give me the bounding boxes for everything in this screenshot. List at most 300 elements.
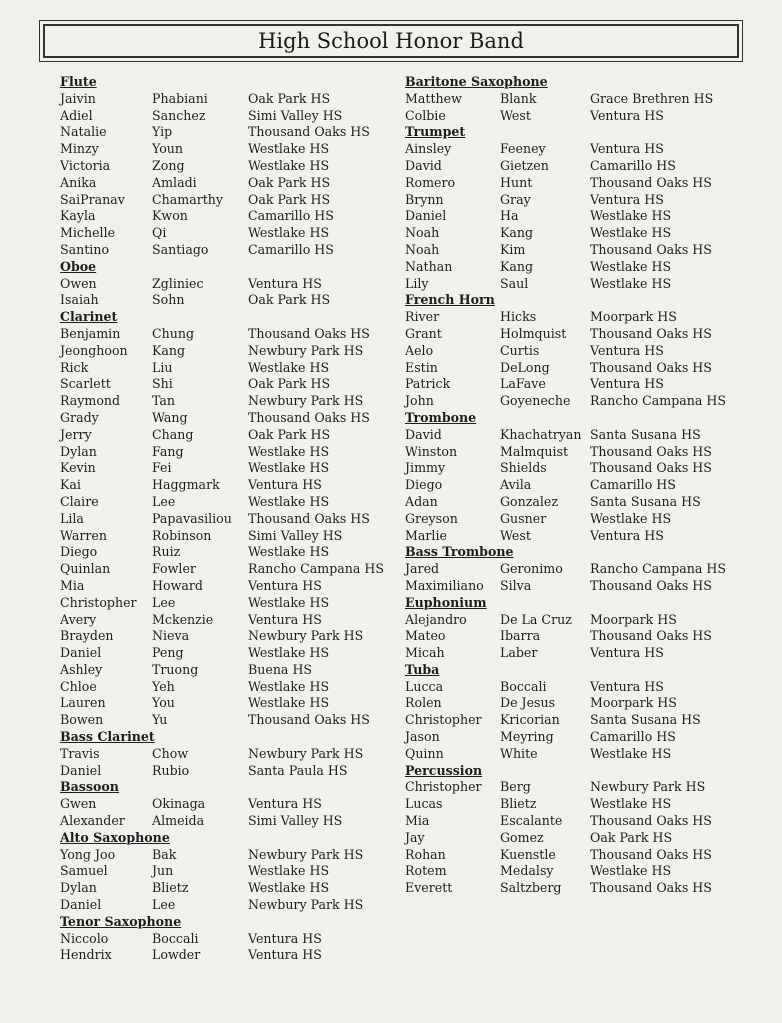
- section-heading-french-horn: French Horn: [405, 292, 495, 308]
- first-name: Jimmy: [405, 460, 446, 476]
- last-name: Kang: [500, 258, 534, 274]
- last-name: Jun: [152, 863, 174, 879]
- first-name: Mateo: [405, 628, 446, 644]
- school-name: Oak Park HS: [248, 292, 331, 308]
- first-name: Marlie: [405, 527, 447, 543]
- first-name: Jason: [405, 729, 440, 745]
- first-name: Anika: [60, 174, 97, 190]
- first-name: SaiPranav: [60, 191, 125, 207]
- school-name: Ventura HS: [590, 107, 664, 123]
- member-row: [60, 174, 331, 192]
- member-row: [60, 409, 370, 427]
- last-name: Holmquist: [500, 325, 567, 341]
- school-name: Thousand Oaks HS: [590, 460, 712, 476]
- member-row: [60, 645, 330, 662]
- member-row: [405, 527, 664, 545]
- last-name: Robinson: [152, 527, 212, 543]
- member-row: [60, 628, 364, 645]
- first-name: Ashley: [60, 661, 103, 677]
- school-name: Camarillo HS: [590, 729, 676, 745]
- member-row: [405, 510, 672, 528]
- member-row: [405, 325, 712, 343]
- last-name: Fei: [152, 460, 172, 476]
- school-name: Westlake HS: [248, 443, 330, 459]
- last-name: Tan: [152, 393, 176, 409]
- member-row: [405, 107, 664, 125]
- first-name: Nathan: [405, 258, 453, 274]
- member-row: [60, 426, 331, 444]
- last-name: Fang: [152, 443, 184, 459]
- member-row: [405, 880, 712, 897]
- school-name: Oak Park HS: [248, 191, 331, 207]
- first-name: Daniel: [60, 762, 102, 778]
- first-name: Owen: [60, 275, 97, 291]
- first-name: Jerry: [60, 426, 92, 442]
- member-row: [60, 544, 330, 561]
- last-name: Chamarthy: [152, 191, 224, 207]
- last-name: Ruiz: [152, 544, 181, 560]
- member-row: [405, 846, 712, 864]
- last-name: Bak: [152, 846, 177, 862]
- school-name: Moorpark HS: [590, 695, 677, 711]
- school-name: Ventura HS: [248, 930, 322, 946]
- first-name: Isaiah: [60, 292, 99, 308]
- member-row: [405, 225, 672, 242]
- member-row: [405, 90, 714, 108]
- school-name: Rancho Campana HS: [590, 561, 727, 577]
- school-name: Thousand Oaks HS: [248, 124, 370, 140]
- member-row: [60, 124, 370, 141]
- school-name: Camarillo HS: [248, 241, 334, 257]
- member-row: [60, 376, 331, 393]
- last-name: Sanchez: [152, 107, 206, 123]
- last-name: Silva: [500, 577, 532, 593]
- member-row: [405, 745, 672, 763]
- last-name: Rubio: [152, 762, 190, 778]
- member-row: [60, 157, 330, 175]
- last-name: Kricorian: [500, 712, 560, 728]
- school-name: Westlake HS: [248, 544, 330, 560]
- first-name: Jaivin: [60, 90, 96, 106]
- first-name: Alexander: [60, 813, 125, 829]
- school-name: Thousand Oaks HS: [590, 577, 712, 593]
- first-name: Adiel: [60, 107, 93, 123]
- last-name: Blank: [500, 90, 537, 106]
- school-name: Thousand Oaks HS: [590, 813, 712, 829]
- last-name: Gonzalez: [500, 493, 559, 509]
- school-name: Westlake HS: [590, 258, 672, 274]
- member-row: [60, 527, 343, 545]
- school-name: Newbury Park HS: [248, 897, 364, 913]
- member-row: [405, 393, 727, 410]
- member-row: [60, 477, 322, 494]
- first-name: Rick: [60, 359, 89, 375]
- school-name: Newbury Park HS: [248, 342, 364, 358]
- first-name: Diego: [405, 477, 443, 493]
- member-row: [405, 628, 712, 645]
- first-name: Brayden: [60, 628, 114, 644]
- member-row: [60, 225, 330, 242]
- last-name: Truong: [152, 661, 199, 677]
- school-name: Westlake HS: [248, 460, 330, 476]
- member-row: [60, 460, 330, 477]
- first-name: Travis: [60, 745, 100, 761]
- section-heading-bassoon: Bassoon: [60, 779, 119, 795]
- school-name: Camarillo HS: [590, 477, 676, 493]
- member-row: [405, 376, 664, 393]
- last-name: DeLong: [500, 359, 550, 375]
- last-name: Liu: [152, 359, 173, 375]
- first-name: Natalie: [60, 124, 107, 140]
- last-name: Saul: [500, 275, 529, 291]
- school-name: Ventura HS: [590, 141, 664, 157]
- last-name: Feeney: [500, 141, 546, 157]
- section-heading-flute: Flute: [60, 74, 97, 89]
- school-name: Thousand Oaks HS: [248, 712, 370, 728]
- first-name: Daniel: [405, 208, 447, 224]
- school-name: Westlake HS: [248, 880, 330, 896]
- member-row: [405, 460, 712, 477]
- first-name: Lily: [405, 275, 429, 291]
- last-name: Phabiani: [152, 90, 208, 106]
- last-name: Medalsy: [500, 863, 554, 879]
- last-name: Meyring: [500, 729, 554, 745]
- member-row: [405, 141, 664, 158]
- member-row: [405, 157, 676, 175]
- last-name: Kuenstle: [500, 846, 556, 862]
- school-name: Ventura HS: [590, 191, 664, 207]
- first-name: Jay: [405, 829, 425, 845]
- school-name: Oak Park HS: [248, 426, 331, 442]
- member-row: [405, 829, 673, 847]
- last-name: Nieva: [152, 628, 190, 644]
- last-name: Shields: [500, 460, 547, 476]
- member-row: [405, 577, 712, 595]
- school-name: Thousand Oaks HS: [590, 359, 712, 375]
- member-row: [60, 611, 322, 629]
- last-name: Malmquist: [500, 443, 569, 459]
- member-row: [60, 325, 370, 343]
- school-name: Simi Valley HS: [248, 813, 343, 829]
- first-name: Noah: [405, 225, 440, 241]
- last-name: Lee: [152, 594, 176, 610]
- school-name: Westlake HS: [590, 275, 672, 291]
- last-name: Kang: [152, 342, 186, 358]
- first-name: Santino: [60, 241, 110, 257]
- last-name: White: [500, 745, 538, 761]
- school-name: Oak Park HS: [248, 90, 331, 106]
- last-name: Gomez: [500, 829, 544, 845]
- first-name: David: [405, 157, 442, 173]
- school-name: Westlake HS: [248, 141, 330, 157]
- last-name: Santiago: [152, 241, 209, 257]
- school-name: Westlake HS: [248, 695, 330, 711]
- first-name: Michelle: [60, 225, 116, 241]
- member-row: [405, 561, 727, 578]
- first-name: Avery: [60, 611, 97, 627]
- member-row: [60, 813, 343, 830]
- first-name: Yong Joo: [60, 846, 116, 862]
- school-name: Newbury Park HS: [248, 745, 364, 761]
- first-name: Quinn: [405, 745, 444, 761]
- last-name: Zong: [152, 157, 185, 173]
- last-name: De La Cruz: [500, 611, 572, 627]
- section-heading-trombone: Trombone: [405, 409, 477, 425]
- first-name: Kayla: [60, 208, 96, 224]
- last-name: Chow: [152, 745, 189, 761]
- school-name: Westlake HS: [248, 594, 330, 610]
- school-name: Westlake HS: [248, 157, 330, 173]
- section-heading-oboe: Oboe: [60, 258, 97, 274]
- member-row: [60, 661, 313, 679]
- first-name: Brynn: [405, 191, 444, 207]
- last-name: Curtis: [500, 342, 540, 358]
- member-row: [405, 712, 701, 729]
- member-row: [60, 393, 364, 410]
- member-row: [60, 594, 330, 612]
- school-name: Santa Paula HS: [248, 762, 348, 778]
- school-name: Camarillo HS: [248, 208, 334, 224]
- school-name: Santa Susana HS: [590, 426, 701, 442]
- school-name: Ventura HS: [248, 577, 322, 593]
- school-name: Ventura HS: [590, 645, 664, 661]
- member-row: [60, 510, 370, 528]
- school-name: Ventura HS: [590, 342, 664, 358]
- section-heading-bass-clarinet: Bass Clarinet: [60, 729, 155, 745]
- last-name: LaFave: [500, 376, 546, 392]
- last-name: Hicks: [500, 309, 537, 325]
- last-name: Lee: [152, 493, 176, 509]
- first-name: Christopher: [60, 594, 137, 610]
- first-name: Kai: [60, 477, 81, 493]
- first-name: Estin: [405, 359, 438, 375]
- last-name: Zgliniec: [152, 275, 204, 291]
- school-name: Rancho Campana HS: [590, 393, 727, 409]
- member-row: [60, 930, 322, 948]
- member-row: [405, 779, 706, 796]
- last-name: Mckenzie: [152, 611, 214, 627]
- first-name: Romero: [405, 174, 456, 190]
- school-name: Oak Park HS: [248, 174, 331, 190]
- member-row: [60, 678, 330, 696]
- member-row: [60, 712, 370, 729]
- school-name: Thousand Oaks HS: [590, 880, 712, 896]
- school-name: Westlake HS: [248, 359, 330, 375]
- member-row: [60, 443, 330, 461]
- school-name: Westlake HS: [248, 863, 330, 879]
- member-row: [60, 141, 330, 158]
- last-name: Khachatryan: [500, 426, 582, 442]
- school-name: Camarillo HS: [590, 157, 676, 173]
- first-name: Benjamin: [60, 325, 121, 341]
- member-row: [60, 897, 364, 914]
- school-name: Ventura HS: [248, 796, 322, 812]
- last-name: Ibarra: [500, 628, 541, 644]
- last-name: Kim: [500, 241, 526, 257]
- last-name: Chung: [152, 325, 195, 341]
- last-name: Escalante: [500, 813, 563, 829]
- first-name: Victoria: [60, 157, 111, 173]
- school-name: Simi Valley HS: [248, 107, 343, 123]
- member-row: [60, 863, 330, 880]
- right-column: [405, 74, 727, 897]
- school-name: Thousand Oaks HS: [248, 409, 370, 425]
- member-row: [405, 309, 677, 326]
- last-name: Sohn: [152, 292, 185, 308]
- last-name: Chang: [152, 426, 194, 442]
- first-name: Grant: [405, 325, 442, 341]
- last-name: Gusner: [500, 510, 547, 526]
- first-name: David: [405, 426, 442, 442]
- section-heading-clarinet: Clarinet: [60, 309, 118, 325]
- school-name: Westlake HS: [590, 208, 672, 224]
- first-name: Scarlett: [60, 376, 111, 392]
- member-row: [405, 493, 701, 511]
- member-row: [405, 678, 664, 696]
- school-name: Westlake HS: [248, 678, 330, 694]
- member-row: [405, 208, 672, 225]
- first-name: Grady: [60, 409, 99, 425]
- school-name: Westlake HS: [248, 225, 330, 241]
- last-name: Yu: [152, 712, 168, 728]
- section-heading-trumpet: Trumpet: [405, 124, 466, 140]
- first-name: Minzy: [60, 141, 99, 157]
- last-name: Blietz: [500, 796, 537, 812]
- last-name: Fowler: [152, 561, 196, 577]
- left-column: [60, 74, 385, 964]
- member-row: [60, 947, 322, 964]
- member-row: [60, 275, 322, 293]
- school-name: Newbury Park HS: [248, 846, 364, 862]
- school-name: Ventura HS: [248, 611, 322, 627]
- last-name: Youn: [152, 141, 184, 157]
- first-name: Quinlan: [60, 561, 111, 577]
- first-name: Hendrix: [60, 947, 112, 963]
- section-heading-euphonium: Euphonium: [405, 594, 487, 610]
- last-name: Okinaga: [152, 796, 206, 812]
- member-row: [60, 107, 343, 125]
- first-name: Adan: [405, 493, 438, 509]
- last-name: Geronimo: [500, 561, 563, 577]
- member-row: [60, 745, 364, 763]
- first-name: Samuel: [60, 863, 108, 879]
- first-name: Dylan: [60, 443, 97, 459]
- last-name: Peng: [152, 645, 184, 661]
- page-title: High School Honor Band: [258, 29, 524, 53]
- school-name: Oak Park HS: [590, 829, 673, 845]
- school-name: Santa Susana HS: [590, 493, 701, 509]
- last-name: Boccali: [152, 930, 199, 946]
- first-name: Daniel: [60, 645, 102, 661]
- section-heading-alto-saxophone: Alto Saxophone: [60, 829, 170, 845]
- member-row: [405, 611, 677, 629]
- school-name: Ventura HS: [590, 678, 664, 694]
- member-row: [405, 729, 676, 746]
- member-row: [60, 359, 330, 377]
- school-name: Thousand Oaks HS: [590, 325, 712, 341]
- school-name: Simi Valley HS: [248, 527, 343, 543]
- member-row: [405, 645, 664, 662]
- member-row: [405, 174, 712, 192]
- member-row: [60, 191, 331, 209]
- school-name: Westlake HS: [590, 510, 672, 526]
- school-name: Buena HS: [248, 661, 313, 677]
- member-row: [60, 561, 385, 578]
- school-name: Grace Brethren HS: [590, 90, 714, 106]
- last-name: Shi: [152, 376, 173, 392]
- first-name: Daniel: [60, 897, 102, 913]
- first-name: Everett: [405, 880, 453, 896]
- first-name: Lucas: [405, 796, 443, 812]
- school-name: Newbury Park HS: [248, 393, 364, 409]
- first-name: Lucca: [405, 678, 444, 694]
- first-name: Aelo: [405, 342, 434, 358]
- last-name: Berg: [500, 779, 531, 795]
- school-name: Thousand Oaks HS: [590, 241, 712, 257]
- member-row: [405, 342, 664, 360]
- title-box: [39, 20, 743, 62]
- school-name: Santa Susana HS: [590, 712, 701, 728]
- school-name: Moorpark HS: [590, 611, 677, 627]
- member-row: [405, 241, 712, 259]
- school-name: Thousand Oaks HS: [590, 174, 712, 190]
- school-name: Ventura HS: [590, 527, 664, 543]
- member-row: [60, 208, 334, 225]
- section-heading-tuba: Tuba: [405, 661, 440, 677]
- first-name: John: [405, 393, 434, 409]
- member-row: [60, 292, 331, 309]
- school-name: Westlake HS: [590, 225, 672, 241]
- first-name: Rotem: [405, 863, 447, 879]
- member-row: [60, 695, 330, 712]
- school-name: Westlake HS: [590, 863, 672, 879]
- member-row: [60, 90, 331, 108]
- member-row: [405, 477, 676, 494]
- member-row: [405, 426, 701, 444]
- last-name: West: [500, 107, 531, 123]
- school-name: Westlake HS: [590, 745, 672, 761]
- school-name: Ventura HS: [248, 477, 322, 493]
- first-name: Bowen: [60, 712, 104, 728]
- first-name: Matthew: [405, 90, 462, 106]
- member-row: [60, 241, 334, 259]
- last-name: Saltzberg: [500, 880, 562, 896]
- school-name: Thousand Oaks HS: [248, 510, 370, 526]
- last-name: Laber: [500, 645, 538, 661]
- last-name: Boccali: [500, 678, 547, 694]
- school-name: Thousand Oaks HS: [590, 443, 712, 459]
- first-name: Alejandro: [405, 611, 467, 627]
- last-name: Blietz: [152, 880, 189, 896]
- first-name: Colbie: [405, 107, 446, 123]
- first-name: River: [405, 309, 440, 325]
- school-name: Westlake HS: [248, 645, 330, 661]
- section-heading-tenor-saxophone: Tenor Saxophone: [60, 913, 182, 929]
- last-name: Papavasiliou: [152, 510, 232, 526]
- member-row: [405, 443, 712, 461]
- school-name: Westlake HS: [590, 796, 672, 812]
- section-heading-bass-trombone: Bass Trombone: [405, 544, 514, 560]
- last-name: Ha: [500, 208, 519, 224]
- first-name: Mia: [405, 813, 430, 829]
- first-name: Claire: [60, 493, 99, 509]
- school-name: Ventura HS: [248, 947, 322, 963]
- last-name: Haggmark: [152, 477, 220, 493]
- first-name: Noah: [405, 241, 440, 257]
- last-name: Gietzen: [500, 157, 549, 173]
- last-name: Kwon: [152, 208, 188, 224]
- member-row: [60, 880, 330, 897]
